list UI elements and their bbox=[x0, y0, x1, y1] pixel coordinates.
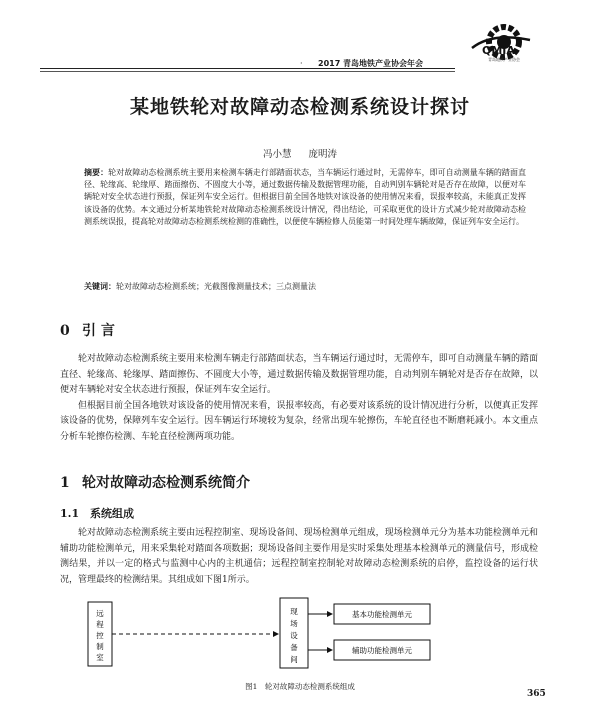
header-dot: · bbox=[300, 59, 303, 68]
section-1-1-heading bbox=[60, 505, 134, 521]
paragraph: 轮对故障动态检测系统主要由远程控制室、现场设备间、现场检测单元组成，现场检测单元分为基本功能检测单元和辅助功能检测单元，用来采集轮对踏面各项数据；现场设备间主要作用是实时采集处理基本检测单元的测量信号，形成检测结果，并以一定的格式与监测中心内的主机通信；远程控制室控制轮对故障动态检测系统的启停，监控设备的运行状况，管理最终的检测结果。其组成如下图1所示。 bbox=[60, 528, 538, 585]
section-1-heading bbox=[60, 472, 250, 492]
page-number: 365 bbox=[527, 689, 546, 699]
section-1-1-number: 1.1 bbox=[60, 507, 80, 520]
logo-text: QMIA bbox=[482, 44, 515, 57]
keywords-label: 关键词： bbox=[84, 281, 116, 291]
section-0-heading bbox=[60, 320, 115, 340]
author-1: 冯小慧 bbox=[262, 149, 292, 160]
box-remote-control-label: 远程控制室 bbox=[96, 609, 104, 662]
qmia-logo bbox=[452, 22, 532, 72]
box-aux-detection-label: 辅助功能检测单元 bbox=[352, 646, 412, 655]
section-1-title: 轮对故障动态检测系统简介 bbox=[82, 475, 250, 491]
abstract-text: 轮对故障动态检测系统主要用来检测车辆走行部踏面状态，当车辆运行通过时，无需停车，即可自动测量车辆的踏面直径、轮缘高、轮缘厚、踏面擦伤、不圆度大小等，通过数据传输及数据管理功能，自动判别车辆轮对是否存在故障，以便对车辆轮对安全状态进行预报，保证列车安全运行。但根据目前全国各地铁对该设备的使用情况来看，误报率较高，未能真正发挥该设备的优势。本文通过分析某地铁轮对故障动态检测系统设计情况，得出结论，可采取更优的设计方式减少轮对故障动态检测系统误报，提高轮对故障动态检测系统检测的准确性，以便使车辆检修人员能第一时间处理车辆故障，保证列车安全运行。 bbox=[84, 168, 527, 226]
section-0-body bbox=[60, 352, 538, 446]
header-rule-thin bbox=[40, 71, 455, 72]
box-field-equipment-label: 现场设备间 bbox=[290, 607, 298, 664]
abstract bbox=[84, 166, 526, 228]
figure-1-caption: 图1 轮对故障动态检测系统组成 bbox=[245, 682, 355, 691]
paper-title: 某地铁轮对故障动态检测系统设计探讨 bbox=[129, 96, 470, 118]
section-1-number: 1 bbox=[60, 475, 70, 491]
conference-name: 2017 青岛地铁产业协会年会 bbox=[318, 59, 424, 68]
box-basic-detection-label: 基本功能检测单元 bbox=[352, 610, 412, 619]
paragraph: 轮对故障动态检测系统主要用来检测车辆走行部踏面状态，当车辆运行通过时，无需停车，即可自动测量车辆的踏面直径、轮缘高、轮缘厚、踏面擦伤、不圆度大小等，通过数据传输及数据管理功能，自动判别车辆轮对是否存在故障，以便对车辆轮对安全状态进行预报，保证列车安全运行。 bbox=[60, 354, 538, 396]
header-rule bbox=[40, 68, 455, 69]
section-1-1-title: 系统组成 bbox=[90, 507, 134, 520]
section-0-title: 引 言 bbox=[82, 323, 115, 339]
keywords bbox=[84, 281, 526, 292]
section-1-1-body bbox=[60, 526, 538, 588]
logo-subtext: 青岛地铁产业协会 bbox=[488, 57, 520, 62]
abstract-label: 摘要： bbox=[84, 167, 109, 177]
authors bbox=[0, 146, 600, 160]
paragraph: 但根据目前全国各地铁对该设备的使用情况来看，误报率较高，有必要对该系统的设计情况进行分析，以便真正发挥该设备的优势，保障列车安全运行。因车辆运行环境较为复杂，经常出现车轮擦伤，车轮直径也不断磨耗减小。本文重点分析车轮擦伤检测、车轮直径检测两项功能。 bbox=[60, 400, 538, 442]
author-2: 庞明涛 bbox=[308, 149, 338, 160]
section-0-number: 0 bbox=[60, 323, 70, 339]
keywords-text: 轮对故障动态检测系统；光截图像测量技术；三点测量法 bbox=[116, 282, 316, 291]
figure-1-diagram bbox=[84, 592, 434, 672]
